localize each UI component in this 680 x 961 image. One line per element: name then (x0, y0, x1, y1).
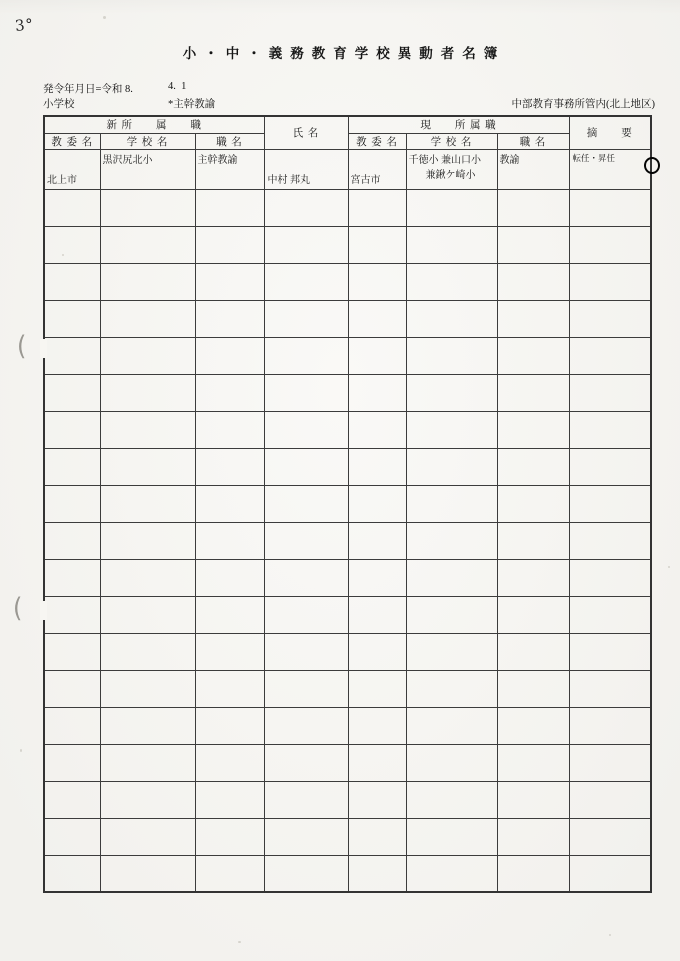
scan-speck (62, 254, 64, 256)
empty-cell (44, 559, 100, 596)
empty-cell (44, 633, 100, 670)
empty-cell (100, 559, 195, 596)
empty-cell (497, 485, 569, 522)
empty-cell (406, 300, 497, 337)
empty-cell (497, 707, 569, 744)
empty-cell (348, 559, 406, 596)
header-new-title: 職 名 (195, 133, 264, 149)
empty-cell (569, 263, 651, 300)
header-cur-board: 教 委 名 (348, 133, 406, 149)
empty-cell (569, 633, 651, 670)
empty-cell (569, 226, 651, 263)
table-row-empty (44, 855, 651, 892)
empty-cell (497, 448, 569, 485)
scan-speck (238, 941, 241, 943)
empty-cell (195, 485, 264, 522)
empty-cell (406, 522, 497, 559)
empty-cell (264, 226, 348, 263)
empty-cell (348, 818, 406, 855)
empty-cell (497, 670, 569, 707)
empty-cell (406, 485, 497, 522)
empty-cell (406, 263, 497, 300)
empty-cell (569, 337, 651, 374)
table-row-empty (44, 744, 651, 781)
empty-cell (569, 374, 651, 411)
empty-cell (406, 744, 497, 781)
empty-cell (348, 337, 406, 374)
empty-cell (264, 411, 348, 448)
empty-cell (100, 818, 195, 855)
empty-cell (44, 670, 100, 707)
table-row-filled (44, 149, 651, 189)
empty-cell (44, 522, 100, 559)
empty-cell (264, 559, 348, 596)
empty-cell (195, 337, 264, 374)
scan-speck (668, 566, 670, 568)
empty-cell (100, 781, 195, 818)
empty-cell (569, 411, 651, 448)
empty-cell (195, 374, 264, 411)
empty-cell (569, 522, 651, 559)
empty-cell (348, 485, 406, 522)
empty-cell (497, 226, 569, 263)
empty-cell (497, 633, 569, 670)
group-header-row (44, 116, 651, 133)
empty-cell (100, 670, 195, 707)
empty-cell (100, 374, 195, 411)
empty-cell (44, 411, 100, 448)
empty-cell (100, 522, 195, 559)
table-row-empty (44, 522, 651, 559)
empty-cell (497, 559, 569, 596)
empty-cell (406, 855, 497, 892)
empty-cell (195, 189, 264, 226)
empty-cell (44, 374, 100, 411)
table-row-empty (44, 263, 651, 300)
empty-cell (569, 596, 651, 633)
empty-cell (100, 707, 195, 744)
cell-cur-school (406, 149, 497, 189)
header-name: 氏 名 (264, 116, 348, 149)
empty-cell (497, 337, 569, 374)
empty-cell (44, 337, 100, 374)
table-row-empty (44, 337, 651, 374)
transfer-roster-table (43, 115, 652, 893)
empty-cell (264, 448, 348, 485)
empty-cell (264, 189, 348, 226)
scan-speck (20, 749, 22, 752)
empty-cell (100, 189, 195, 226)
table-row-empty (44, 781, 651, 818)
empty-cell (100, 744, 195, 781)
cell-name: 中村 邦丸 (264, 149, 348, 189)
empty-cell (44, 707, 100, 744)
empty-cell (44, 818, 100, 855)
header-current-position: 現 所 属 職 (348, 116, 569, 133)
table-row-empty (44, 300, 651, 337)
cell-cur-title: 教諭 (497, 149, 569, 189)
header-new-position: 新 所 属 職 (44, 116, 264, 133)
empty-cell (100, 337, 195, 374)
empty-cell (497, 781, 569, 818)
empty-cell (195, 670, 264, 707)
empty-cell (44, 485, 100, 522)
empty-cell (44, 448, 100, 485)
empty-cell (348, 855, 406, 892)
empty-cell (497, 855, 569, 892)
empty-cell (406, 189, 497, 226)
empty-cell (406, 337, 497, 374)
empty-cell (264, 781, 348, 818)
empty-cell (569, 448, 651, 485)
punch-hole-mark: ( (17, 330, 27, 362)
punch-hole-mark: ( (13, 592, 23, 624)
empty-cell (569, 744, 651, 781)
empty-cell (497, 818, 569, 855)
empty-cell (264, 707, 348, 744)
cell-new-school: 黒沢尻北小 (100, 149, 195, 189)
empty-cell (406, 670, 497, 707)
scan-speck (609, 934, 611, 936)
empty-cell (497, 411, 569, 448)
empty-cell (406, 559, 497, 596)
scan-speck (103, 16, 106, 19)
empty-cell (497, 189, 569, 226)
empty-cell (195, 559, 264, 596)
empty-cell (406, 226, 497, 263)
empty-cell (348, 300, 406, 337)
empty-cell (264, 633, 348, 670)
empty-cell (497, 596, 569, 633)
table-row-empty (44, 633, 651, 670)
empty-cell (348, 411, 406, 448)
empty-cell (406, 707, 497, 744)
empty-cell (264, 670, 348, 707)
empty-cell (569, 559, 651, 596)
empty-cell (264, 263, 348, 300)
empty-cell (348, 670, 406, 707)
empty-cell (569, 781, 651, 818)
empty-cell (406, 818, 497, 855)
empty-cell (348, 374, 406, 411)
table-row-empty (44, 189, 651, 226)
empty-cell (348, 707, 406, 744)
empty-cell (44, 744, 100, 781)
empty-cell (569, 855, 651, 892)
empty-cell (195, 855, 264, 892)
empty-cell (569, 485, 651, 522)
cur-school-line1: 千徳小 兼山口小 (408, 154, 481, 166)
empty-cell (264, 485, 348, 522)
header-cur-title: 職 名 (497, 133, 569, 149)
handwritten-circle-annotation (644, 157, 660, 174)
empty-cell (195, 522, 264, 559)
empty-cell (348, 226, 406, 263)
empty-cell (497, 522, 569, 559)
empty-cell (100, 485, 195, 522)
empty-cell (348, 744, 406, 781)
empty-cell (195, 707, 264, 744)
empty-cell (264, 855, 348, 892)
school-type-label: 小学校 (43, 99, 75, 110)
empty-cell (195, 226, 264, 263)
empty-cell (100, 300, 195, 337)
empty-cell (264, 744, 348, 781)
empty-cell (569, 707, 651, 744)
table-row-empty (44, 411, 651, 448)
header-remarks: 摘 要 (569, 116, 651, 149)
cur-school-line2: 兼鍬ケ崎小 (425, 169, 476, 181)
empty-cell (100, 263, 195, 300)
cell-new-board: 北上市 (44, 149, 100, 189)
empty-cell (406, 448, 497, 485)
empty-cell (264, 596, 348, 633)
empty-cell (348, 263, 406, 300)
header-cur-school: 学 校 名 (406, 133, 497, 149)
empty-cell (569, 300, 651, 337)
empty-cell (569, 670, 651, 707)
empty-cell (264, 818, 348, 855)
issue-date-label: 発令年月日=令和 8. (43, 84, 133, 95)
empty-cell (44, 781, 100, 818)
empty-cell (569, 818, 651, 855)
empty-cell (348, 781, 406, 818)
empty-cell (44, 855, 100, 892)
empty-cell (497, 300, 569, 337)
table-row-empty (44, 374, 651, 411)
empty-cell (406, 781, 497, 818)
empty-cell (195, 300, 264, 337)
table-row-empty (44, 448, 651, 485)
punch-hole-gap (40, 601, 47, 620)
cell-remarks: 転任・昇任 (569, 149, 651, 189)
empty-cell (569, 189, 651, 226)
empty-cell (497, 374, 569, 411)
header-new-board: 教 委 名 (44, 133, 100, 149)
empty-cell (195, 633, 264, 670)
empty-cell (100, 226, 195, 263)
empty-cell (195, 596, 264, 633)
page-title: 小・中・義務教育学校異動者名簿 (182, 46, 506, 61)
empty-cell (195, 818, 264, 855)
empty-cell (195, 448, 264, 485)
empty-cell (348, 633, 406, 670)
empty-cell (100, 448, 195, 485)
empty-cell (497, 744, 569, 781)
empty-cell (195, 263, 264, 300)
empty-cell (44, 300, 100, 337)
empty-cell (406, 596, 497, 633)
table-row-empty (44, 818, 651, 855)
office-region-label: 中部教育事務所管内(北上地区) (511, 99, 655, 110)
handwritten-page-number: 3° (14, 15, 35, 35)
empty-cell (195, 411, 264, 448)
empty-cell (44, 189, 100, 226)
table-row-empty (44, 670, 651, 707)
punch-hole-gap (40, 339, 47, 358)
empty-cell (406, 411, 497, 448)
empty-cell (264, 337, 348, 374)
empty-cell (348, 596, 406, 633)
position-note: *主幹教諭 (168, 99, 216, 110)
table-row-empty (44, 559, 651, 596)
sub-header-row (44, 133, 651, 149)
empty-cell (100, 411, 195, 448)
cell-new-title: 主幹教諭 (195, 149, 264, 189)
empty-cell (44, 596, 100, 633)
empty-cell (264, 522, 348, 559)
empty-cell (406, 374, 497, 411)
empty-cell (195, 781, 264, 818)
empty-cell (100, 855, 195, 892)
table-row-empty (44, 596, 651, 633)
empty-cell (406, 633, 497, 670)
cell-cur-board: 宮古市 (348, 149, 406, 189)
empty-cell (100, 633, 195, 670)
table-row-empty (44, 707, 651, 744)
issue-date-value: 4. 1 (168, 81, 187, 92)
empty-cell (44, 263, 100, 300)
empty-cell (348, 522, 406, 559)
empty-cell (100, 596, 195, 633)
empty-cell (497, 263, 569, 300)
empty-cell (44, 226, 100, 263)
empty-cell (264, 374, 348, 411)
empty-cell (348, 448, 406, 485)
header-new-school: 学 校 名 (100, 133, 195, 149)
empty-cell (195, 744, 264, 781)
empty-cell (348, 189, 406, 226)
table-row-empty (44, 485, 651, 522)
empty-cell (264, 300, 348, 337)
table-row-empty (44, 226, 651, 263)
